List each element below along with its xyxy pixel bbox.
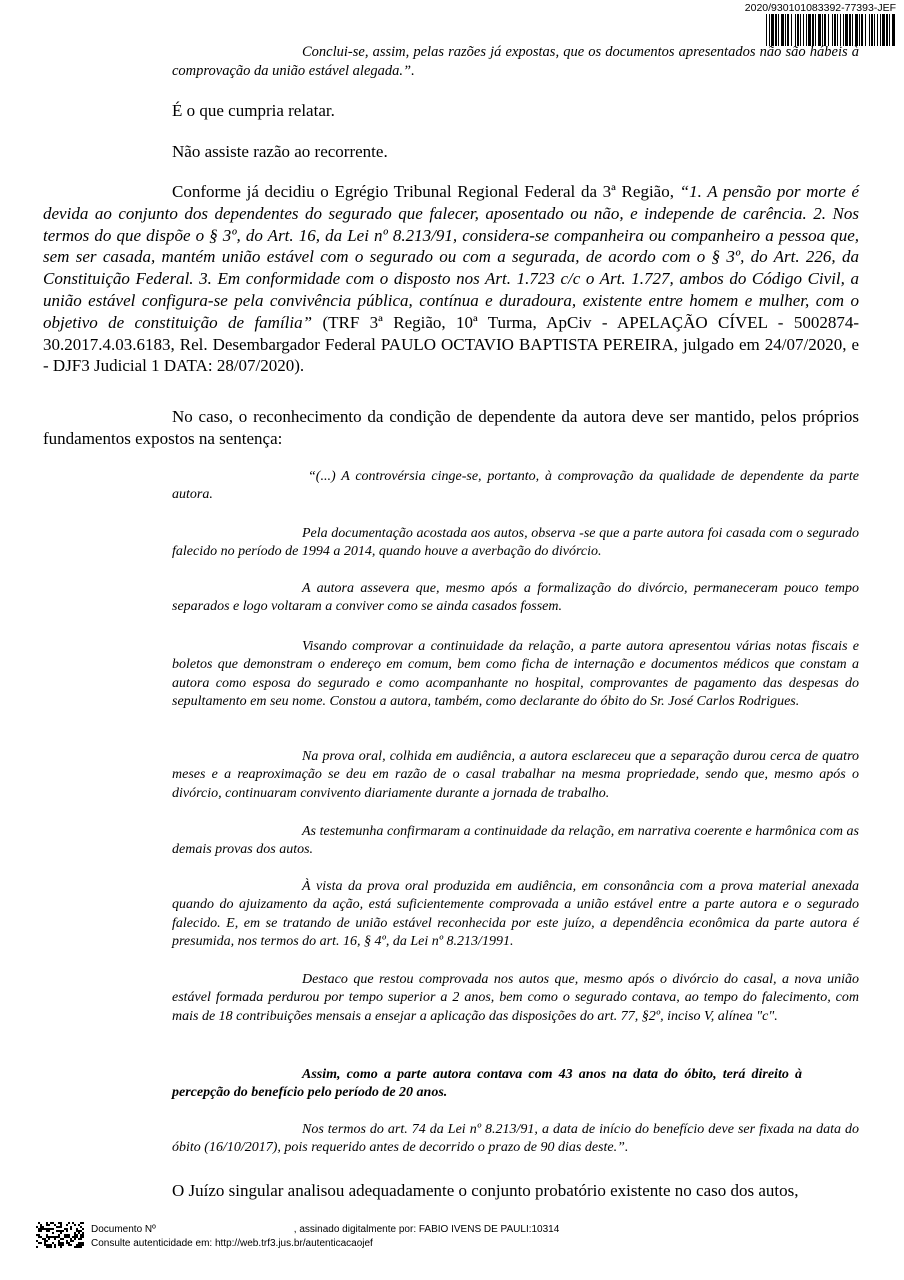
sentenca-para-3: A autora assevera que, mesmo após a formalização do divórcio, permaneceram pouco tempo separados e logo voltaram a conviver como se ainda casados fossem. bbox=[172, 581, 859, 615]
quote-end-paragraph bbox=[172, 43, 859, 80]
caso-text: No caso, o reconhecimento da condição de dependente da autora deve ser mantido, pelos próprios fundamentos expostos na sentença: bbox=[43, 407, 859, 448]
trf-citation: (TRF 3ª Região, 10ª Turma, ApCiv - APELAÇÃO CÍVEL - 5002874-30.2017.4.03.6183, Rel. Desembargador Federal PAULO OCTAVIO BAPTISTA PEREIRA, julgado em 24/07/2020, e - DJF3 Judicial 1 DATA: 28/07/2020). bbox=[43, 312, 860, 376]
document-code: 2020/930101083392-77393-JEF bbox=[744, 2, 896, 14]
paragraph-caso bbox=[43, 406, 859, 450]
barcode-image bbox=[766, 14, 896, 46]
sentenca-para-1: “(...) A controvérsia cinge-se, portanto, à comprovação da qualidade de dependente da parte autora. bbox=[172, 469, 859, 503]
sentenca-para-5: Na prova oral, colhida em audiência, a autora esclareceu que a separação durou cerca de quatro meses e a reaproximação se deu em razão de o casal trabalhar na mesma propriedade, sendo que, mesmo após o divórcio, continuaram convivento diariamente durante a jornada de trabalho. bbox=[172, 749, 859, 801]
sentenca-para-6: As testemunha confirmaram a continuidade da relação, em narrativa coerente e harmônica com as demais provas dos autos. bbox=[172, 824, 859, 858]
trf-intro: Conforme já decidiu o Egrégio Tribunal Regional Federal da 3ª Região, bbox=[172, 182, 680, 201]
footer-signed-text: , assinado digitalmente por: FABIO IVENS DE PAULI:10314 bbox=[293, 1224, 560, 1235]
sentenca-para-2: Pela documentação acostada aos autos, observa -se que a parte autora foi casada com o segurado falecido no período de 1994 a 2014, quando houve a averbação do divórcio. bbox=[172, 526, 859, 560]
footer-authenticity: Consulte autenticidade em: http://web.trf3.jus.br/autenticacaojef bbox=[91, 1238, 373, 1249]
quote-end-text: Conclui-se, assim, pelas razões já expostas, que os documentos apresentados não são hábeis à comprovação da união estável alegada.”. bbox=[172, 44, 859, 79]
footer-line-1 bbox=[91, 1224, 559, 1237]
qr-code-image bbox=[36, 1222, 84, 1248]
sentenca-para-4: Visando comprovar a continuidade da relação, a parte autora apresentou várias notas fiscais e boletos que demonstram o endereço em comum, bem como ficha de internação e documentos médicos que constam a autora como esposa do segurado e como acompanhante no hospital, comprovantes de pagamento das despesas do sepultamento em seu nome. Constou a autora, também, como declarante do óbito do Sr. José Carlos Rodrigues. bbox=[172, 639, 859, 710]
paragraph-juizo: O Juízo singular analisou adequadamente o conjunto probatório existente no caso dos autos, bbox=[172, 1181, 799, 1200]
sentenca-para-10: Nos termos do art. 74 da Lei nº 8.213/91, a data de início do benefício deve ser fixada na data do óbito (16/10/2017), pois requerido antes de decorrido o prazo de 90 dias deste.”. bbox=[172, 1122, 859, 1156]
sentenca-para-8: Destaco que restou comprovada nos autos que, mesmo após o divórcio do casal, a nova união estável formada perdurou por tempo superior a 2 anos, bem como o segurado contava, ao tempo do falecimento, com mais de 18 contribuições mensais a ensejar a aplicação das disposições do art. 77, §2º, inciso V, alínea "c". bbox=[172, 972, 859, 1024]
sentenca-para-9: Assim, como a parte autora contava com 43 anos na data do óbito, terá direito à percepção do benefício pelo período de 20 anos. bbox=[172, 1067, 802, 1101]
footer-documento-label: Documento Nº bbox=[91, 1224, 156, 1235]
sentenca-para-7: À vista da prova oral produzida em audiência, em consonância com a prova material anexada quando do ajuizamento da ação, está suficientemente comprovada a união estável entre a parte autora e o segurado falecido. E, em se tratando de união estável reconhecida por este juízo, a dependência econômica da parte autora é presumida, nos termos do art. 16, § 4º, da Lei nº 8.213/1991. bbox=[172, 879, 859, 950]
trf-quote: “1. A pensão por morte é devida ao conjunto dos dependentes do segurado que falecer, aposentado ou não, e independe de carência. 2. Nos termos do que dispõe o § 3º, do Art. 16, da Lei nº 8.213/91, considera-se companheira ou companheiro a pessoa que, sem ser casada, mantém união estável com o segurado ou com a segurada, de acordo com o § 3º, do Art. 226, da Constituição Federal. 3. Em conformidade com o disposto nos Art. 1.723 c/c o Art. 1.727, ambos do Código Civil, a união estável configura-se pela convivência pública, contínua e duradoura, existente entre homem e mulher, com o objetivo de constituição de família” bbox=[43, 182, 859, 332]
paragraph-trf bbox=[43, 181, 859, 377]
paragraph-razao: Não assiste razão ao recorrente. bbox=[172, 142, 388, 161]
paragraph-relatar: É o que cumpria relatar. bbox=[172, 101, 335, 120]
